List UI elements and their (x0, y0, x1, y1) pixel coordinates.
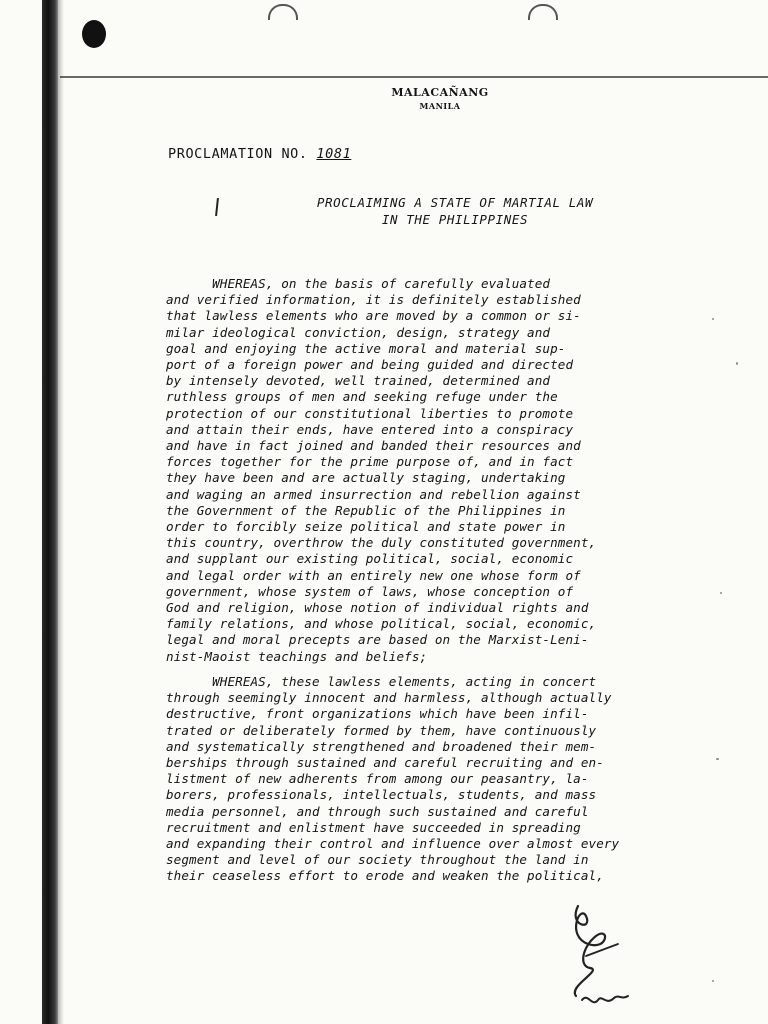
text-line: family relations, and whose political, social, economic, (166, 616, 597, 632)
text-line: and systematically strengthened and broadened their mem- (166, 738, 597, 754)
title-line1: PROCLAIMING A STATE OF MARTIAL LAW (316, 195, 594, 210)
text-line: the Government of the Republic of the Philippines in (166, 502, 566, 518)
paper-speck (736, 362, 738, 365)
text-line: media personnel, and through such sustained and careful (166, 803, 589, 819)
text-line: nist-Maoist teachings and beliefs; (166, 648, 428, 664)
text-line: order to forcibly seize political and state power in (166, 519, 566, 535)
title-line2: IN THE PHILIPPINES (381, 212, 529, 227)
text-line: borers, professionals, intellectuals, students, and mass (166, 787, 597, 803)
text-line: ruthless groups of men and seeking refuge under the (166, 389, 558, 405)
text-line: milar ideological conviction, design, strategy and (166, 324, 551, 340)
paper-speck (712, 980, 714, 982)
text-line: and expanding their control and influence over almost every (166, 836, 620, 852)
letterhead-line2: MANILA (419, 101, 461, 111)
text-line: government, whose system of laws, whose conception of (166, 583, 574, 599)
proclamation-num: 1081 (316, 146, 352, 162)
text-line: port of a foreign power and being guided and directed (166, 357, 574, 373)
staple-mark-icon (268, 4, 298, 20)
paper-speck (716, 758, 719, 760)
handwritten-signature-icon (548, 896, 638, 1016)
document-title (250, 194, 660, 228)
text-line: recruitment and enlistment have succeeded in spreading (166, 819, 581, 835)
text-line: trated or deliberately formed by them, have continuously (166, 722, 597, 738)
text-line: that lawless elements who are moved by a common or si- (166, 308, 581, 324)
binding-strip (42, 0, 58, 1024)
proclamation-number (168, 146, 351, 162)
text-line: and legal order with an entirely new one whose form of (166, 567, 581, 583)
proclamation-label: PROCLAMATION NO. (168, 146, 308, 162)
text-line: listment of new adherents from among our peasantry, la- (166, 771, 589, 787)
text-line: and waging an armed insurrection and rebellion against (166, 486, 581, 502)
text-line: their ceaseless effort to erode and weaken the political, (166, 868, 604, 884)
text-line: forces together for the prime purpose of, and in fact (166, 454, 574, 470)
text-line: by intensely devoted, well trained, determined and (166, 373, 551, 389)
paper-speck (720, 592, 722, 594)
whereas-paragraph-1 (166, 276, 718, 665)
text-line: and verified information, it is definitely established (166, 292, 581, 308)
text-line: this country, overthrow the duly constituted government, (166, 535, 597, 551)
punch-hole-icon (82, 20, 106, 48)
staple-mark-icon (528, 4, 558, 20)
whereas-paragraph-2 (166, 674, 718, 885)
text-line: they have been and are actually staging, undertaking (166, 470, 566, 486)
text-line: goal and enjoying the active moral and material sup- (166, 340, 566, 356)
binding-shadow (58, 0, 64, 1024)
paper-speck (712, 318, 714, 320)
text-line: God and religion, whose notion of individual rights and (166, 600, 589, 616)
letterhead-line1: MALACAÑANG (391, 86, 489, 99)
text-line: WHEREAS, on the basis of carefully evaluated (166, 276, 551, 291)
margin-tick-mark (215, 198, 219, 216)
text-line: WHEREAS, these lawless elements, acting in concert (166, 674, 597, 689)
text-line: and have in fact joined and banded their resources and (166, 438, 581, 454)
text-line: berships through sustained and careful recruiting and en- (166, 755, 604, 771)
text-line: destructive, front organizations which have been infil- (166, 706, 589, 722)
text-line: and supplant our existing political, social, economic (166, 551, 574, 567)
text-line: segment and level of our society throughout the land in (166, 852, 589, 868)
text-line: and attain their ends, have entered into a conspiracy (166, 421, 574, 437)
top-edge-rule (60, 76, 768, 78)
text-line: protection of our constitutional liberties to promote (166, 405, 574, 421)
text-line: legal and moral precepts are based on the Marxist-Leni- (166, 632, 589, 648)
text-line: through seemingly innocent and harmless, although actually (166, 690, 612, 706)
letterhead (340, 86, 540, 111)
